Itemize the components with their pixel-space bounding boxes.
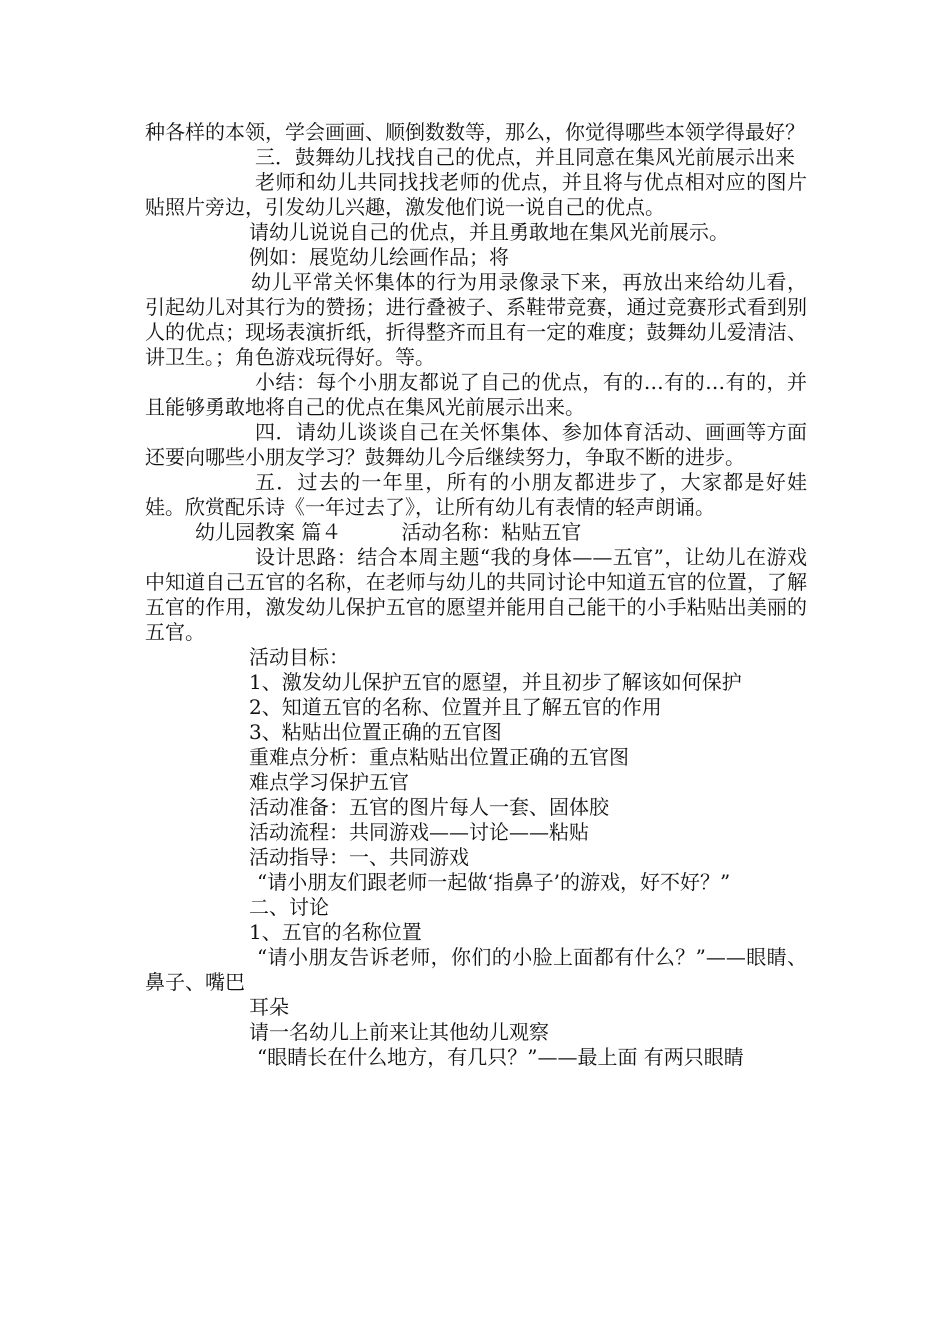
paragraph: “眼睛长在什么地方，有几只？”——最上面 有两只眼睛 bbox=[257, 1045, 744, 1069]
summary-paragraph: 小结：每个小朋友都说了自己的优点，有的…有的…有的，并且能够勇敢地将自己的优点在集风光前展示出来。 bbox=[145, 370, 807, 419]
section-heading: 四．请幼儿谈谈自己在关怀集体、参加体育活动、画画等方面还要向哪些小朋友学习？鼓舞幼儿今后继续努力，争取不断的进步。 bbox=[145, 420, 807, 469]
paragraph: 请幼儿说说自己的优点，并且勇敢地在集风光前展示。 bbox=[249, 220, 729, 244]
paragraph: 活动准备：五官的图片每人一套、固体胶 bbox=[249, 795, 609, 819]
paragraph: 幼儿平常关怀集体的行为用录像录下来，再放出来给幼儿看，引起幼儿对其行为的赞扬；进行叠被子、系鞋带竞赛，通过竞赛形式看到别人的优点；现场表演折纸，折得整齐而且有一定的难度；鼓舞幼儿爱清洁、讲卫生。；角色游戏玩得好。等。 bbox=[145, 270, 807, 369]
paragraph: “请小朋友们跟老师一起做‘指鼻子’的游戏，好不好？” bbox=[257, 870, 731, 894]
paragraph: “请小朋友告诉老师，你们的小脸上面都有什么？”——眼睛、鼻子、嘴巴 bbox=[145, 945, 807, 994]
paragraph: 耳朵 bbox=[249, 995, 289, 1019]
paragraph: 老师和幼儿共同找找老师的优点，并且将与优点相对应的图片贴照片旁边，引发幼儿兴趣，激发他们说一说自己的优点。 bbox=[145, 170, 807, 219]
paragraph: 活动指导：一、共同游戏 bbox=[249, 845, 469, 869]
paragraph: 请一名幼儿上前来让其他幼儿观察 bbox=[249, 1020, 549, 1044]
paragraph: 重难点分析：重点粘贴出位置正确的五官图 bbox=[249, 745, 629, 769]
paragraph: 活动流程：共同游戏——讨论——粘贴 bbox=[249, 820, 589, 844]
list-item: 1、五官的名称位置 bbox=[249, 920, 422, 944]
paragraph: 种各样的本领，学会画画、顺倒数数等，那么，你觉得哪些本领学得最好？ bbox=[145, 120, 805, 144]
paragraph: 难点学习保护五官 bbox=[249, 770, 409, 794]
paragraph: 活动目标： bbox=[249, 645, 349, 669]
lesson-title: 幼儿园教案 篇４ 活动名称：粘贴五官 bbox=[195, 520, 582, 544]
document-body bbox=[145, 120, 807, 1070]
list-item: 1、激发幼儿保护五官的愿望，并且初步了解该如何保护 bbox=[249, 670, 742, 694]
paragraph: 例如：展览幼儿绘画作品；将 bbox=[249, 245, 509, 269]
paragraph: 二、讨论 bbox=[249, 895, 329, 919]
list-item: 2、知道五官的名称、位置并且了解五官的作用 bbox=[249, 695, 662, 719]
list-item: 3、粘贴出位置正确的五官图 bbox=[249, 720, 502, 744]
section-heading: 三．鼓舞幼儿找找自己的优点，并且同意在集风光前展示出来 bbox=[255, 145, 795, 169]
section-heading: 五．过去的一年里，所有的小朋友都进步了，大家都是好娃娃。欣赏配乐诗《一年过去了》，让所有幼儿有表情的轻声朗诵。 bbox=[145, 470, 807, 519]
paragraph: 设计思路：结合本周主题“我的身体——五官”，让幼儿在游戏中知道自己五官的名称，在老师与幼儿的共同讨论中知道五官的位置，了解五官的作用，激发幼儿保护五官的愿望并能用自己能干的小手粘贴出美丽的五官。 bbox=[145, 545, 807, 644]
